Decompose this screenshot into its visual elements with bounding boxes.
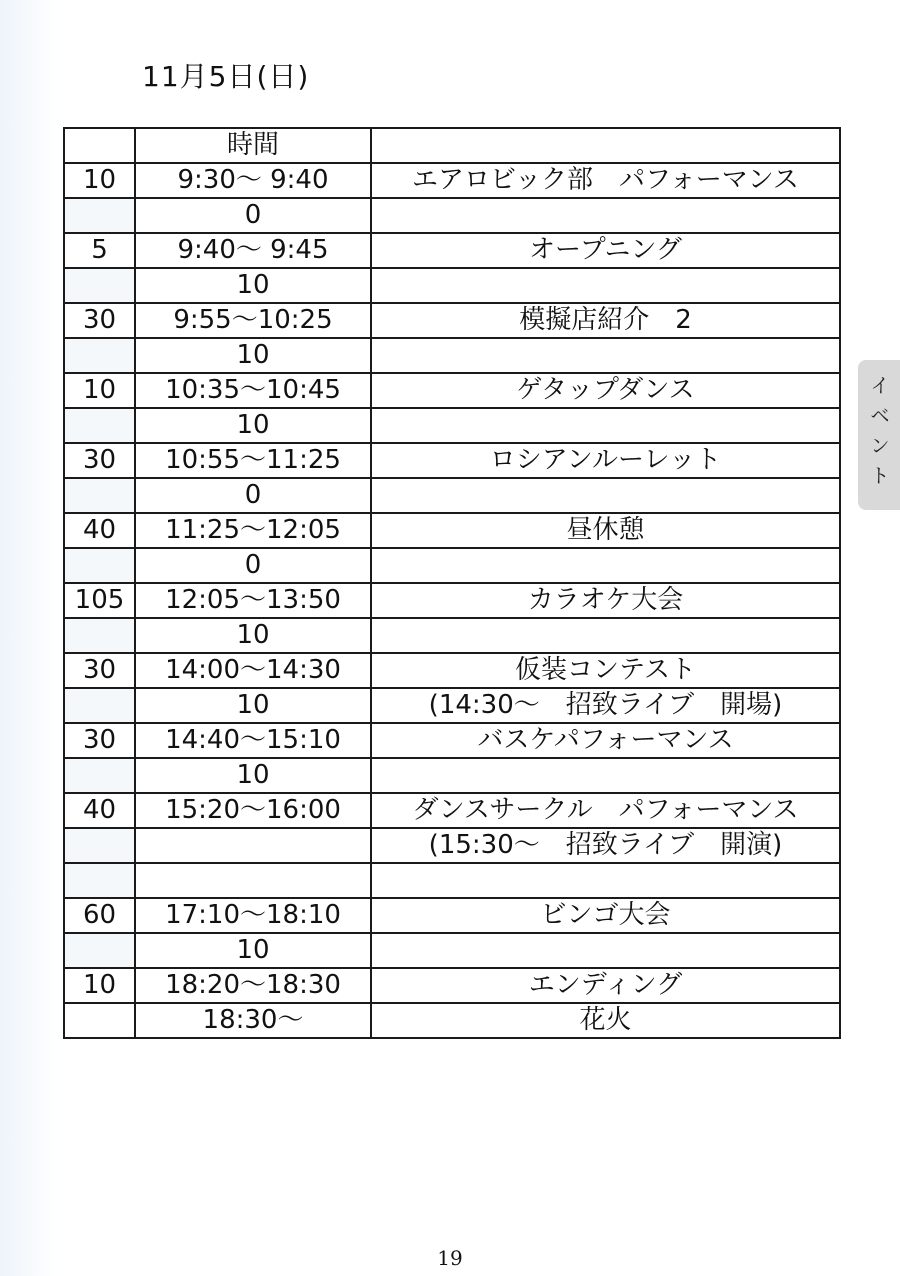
- program-row: [64, 723, 840, 758]
- program-row: [64, 513, 840, 548]
- time-cell: 18:30〜: [135, 1003, 371, 1038]
- program-row: [64, 968, 840, 1003]
- event-cell: オープニング: [371, 233, 840, 268]
- time-cell: 10: [135, 338, 371, 373]
- event-cell: ビンゴ大会: [371, 898, 840, 933]
- event-cell: [371, 548, 840, 583]
- minutes-cell: [64, 478, 135, 513]
- program-row: [64, 1003, 840, 1038]
- minutes-cell: 30: [64, 653, 135, 688]
- header-time-cell: 時間: [135, 128, 371, 163]
- event-cell: エンディング: [371, 968, 840, 1003]
- minutes-cell: 10: [64, 373, 135, 408]
- event-cell: 花火: [371, 1003, 840, 1038]
- time-cell: 0: [135, 198, 371, 233]
- interval-row: [64, 933, 840, 968]
- interval-row: [64, 618, 840, 653]
- minutes-cell: [64, 828, 135, 863]
- minutes-cell: 30: [64, 443, 135, 478]
- page-number: 19: [437, 1246, 463, 1270]
- event-cell: バスケパフォーマンス: [371, 723, 840, 758]
- time-cell: 15:20〜16:00: [135, 793, 371, 828]
- event-cell: ゲタップダンス: [371, 373, 840, 408]
- event-cell: [371, 863, 840, 898]
- program-row: [64, 443, 840, 478]
- time-cell: 10: [135, 268, 371, 303]
- table-header-row: [64, 128, 840, 163]
- minutes-cell: 30: [64, 303, 135, 338]
- program-row: [64, 303, 840, 338]
- side-tab-event: [858, 360, 900, 510]
- minutes-cell: [64, 863, 135, 898]
- time-cell: 14:40〜15:10: [135, 723, 371, 758]
- time-cell: 10: [135, 933, 371, 968]
- interval-row: [64, 338, 840, 373]
- event-cell: 昼休憩: [371, 513, 840, 548]
- event-cell: カラオケ大会: [371, 583, 840, 618]
- minutes-cell: 40: [64, 793, 135, 828]
- program-row: [64, 898, 840, 933]
- minutes-cell: 5: [64, 233, 135, 268]
- event-cell: ロシアンルーレット: [371, 443, 840, 478]
- event-cell: (14:30〜 招致ライブ 開場): [371, 688, 840, 723]
- minutes-cell: [64, 688, 135, 723]
- event-cell: [371, 618, 840, 653]
- minutes-cell: [64, 408, 135, 443]
- minutes-cell: 105: [64, 583, 135, 618]
- interval-row: [64, 863, 840, 898]
- minutes-cell: [64, 1003, 135, 1038]
- time-cell: 12:05〜13:50: [135, 583, 371, 618]
- minutes-cell: [64, 758, 135, 793]
- time-cell: 10: [135, 618, 371, 653]
- schedule-table-body: [64, 128, 840, 1038]
- time-cell: 0: [135, 478, 371, 513]
- time-cell: 10: [135, 408, 371, 443]
- program-row: [64, 793, 840, 828]
- interval-row: [64, 688, 840, 723]
- time-cell: 10:55〜11:25: [135, 443, 371, 478]
- header-event-cell: [371, 128, 840, 163]
- minutes-cell: [64, 198, 135, 233]
- side-tab-label: イベント: [866, 375, 891, 495]
- minutes-cell: [64, 933, 135, 968]
- time-cell: 9:40〜 9:45: [135, 233, 371, 268]
- interval-row: [64, 408, 840, 443]
- event-cell: 仮装コンテスト: [371, 653, 840, 688]
- program-row: [64, 163, 840, 198]
- interval-row: [64, 268, 840, 303]
- program-row: [64, 583, 840, 618]
- event-cell: [371, 268, 840, 303]
- interval-row: [64, 548, 840, 583]
- event-cell: エアロビック部 パフォーマンス: [371, 163, 840, 198]
- page-heading-date: 11月5日(日): [142, 60, 310, 93]
- header-minutes-cell: [64, 128, 135, 163]
- event-cell: 模擬店紹介 2: [371, 303, 840, 338]
- event-cell: [371, 338, 840, 373]
- minutes-cell: 10: [64, 163, 135, 198]
- minutes-cell: [64, 618, 135, 653]
- event-cell: ダンスサークル パフォーマンス: [371, 793, 840, 828]
- program-row: [64, 653, 840, 688]
- time-cell: 11:25〜12:05: [135, 513, 371, 548]
- program-row: [64, 373, 840, 408]
- event-cell: (15:30〜 招致ライブ 開演): [371, 828, 840, 863]
- time-cell: [135, 828, 371, 863]
- minutes-cell: 10: [64, 968, 135, 1003]
- interval-row: [64, 198, 840, 233]
- time-cell: 10: [135, 758, 371, 793]
- program-row: [64, 233, 840, 268]
- minutes-cell: [64, 548, 135, 583]
- time-cell: [135, 863, 371, 898]
- time-cell: 10: [135, 688, 371, 723]
- time-cell: 18:20〜18:30: [135, 968, 371, 1003]
- event-cell: [371, 478, 840, 513]
- interval-row: [64, 828, 840, 863]
- time-cell: 9:55〜10:25: [135, 303, 371, 338]
- event-cell: [371, 198, 840, 233]
- time-cell: 10:35〜10:45: [135, 373, 371, 408]
- time-cell: 9:30〜 9:40: [135, 163, 371, 198]
- minutes-cell: [64, 268, 135, 303]
- schedule-table: [63, 127, 841, 1039]
- minutes-cell: 30: [64, 723, 135, 758]
- event-cell: [371, 408, 840, 443]
- event-cell: [371, 933, 840, 968]
- minutes-cell: [64, 338, 135, 373]
- time-cell: 14:00〜14:30: [135, 653, 371, 688]
- time-cell: 17:10〜18:10: [135, 898, 371, 933]
- interval-row: [64, 478, 840, 513]
- page-left-edge-tint: [0, 0, 58, 1276]
- time-cell: 0: [135, 548, 371, 583]
- event-cell: [371, 758, 840, 793]
- interval-row: [64, 758, 840, 793]
- minutes-cell: 60: [64, 898, 135, 933]
- minutes-cell: 40: [64, 513, 135, 548]
